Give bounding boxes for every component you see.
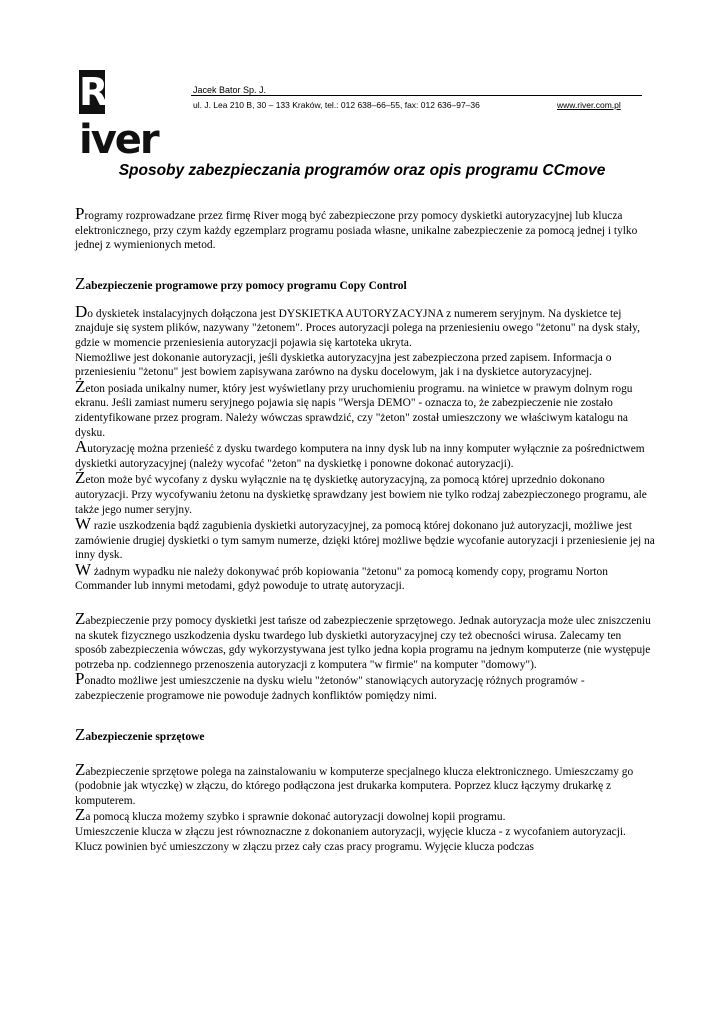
- document-body: [75, 204, 655, 854]
- logo-r-block: R: [79, 70, 107, 114]
- section1-paragraph-3: Autoryzację można przenieść z dysku twardego komputera na inny dysk lub na inny komputer wyłącznie za pośrednictwem dyskietki autoryzacyjnej (należy wycofać "żeton" na dyskietkę i ponowne dokonać autoryzacji).: [75, 437, 645, 470]
- river-logo: [79, 70, 182, 163]
- section2-paragraph-2: Za pomocą klucza możemy szybko i sprawnie dokonać autoryzacji dowolnej kopii programu.: [75, 805, 506, 825]
- company-name: Jacek Bator Sp. J.: [193, 85, 267, 95]
- header-rule: [191, 95, 642, 96]
- section2-paragraph-1: Zabezpieczenie sprzętowe polega na zainstalowaniu w komputerze specjalnego klucza elektronicznego. Umieszczamy go (podobnie jak wtyczkę) w złączu, do którego podłączona jest drukarka komputera. Poprzez klucz łączymy drukarkę z komputerem.: [75, 759, 634, 807]
- intro-paragraph: Programy rozprowadzane przez firmę River mogą być zabezpieczone przy pomocy dyskietki autoryzacyjnej lub klucza elektronicznego, przy czym każdy egzemplarz programu posiada własne, unikalne zabezpieczenie za pomocą jednej i tylko jednej z wymienionych metod.: [75, 204, 638, 252]
- section1-paragraph-1b: Niemożliwe jest dokonanie autoryzacji, jeśli dyskietka autoryzacyjna jest zabezpieczona przed zapisem. Informacja o przeniesieniu "żetonu" jest bowiem zapisywana zarówno na dysku docelowym, jak i na dyskietce autoryzacyjnej.: [75, 351, 612, 379]
- logo-rest-text: iver: [79, 117, 158, 163]
- section1-paragraph-5: W razie uszkodzenia bądź zagubienia dyskietki autoryzacyjnej, za pomocą której dokonano już autoryzacji, możliwe jest zamówienie drugiej dyskietki o tym samym numerze, dzięki której możliwe będzie wycofanie autoryzacji i przeniesienie jej na inny dysk.: [75, 514, 655, 562]
- section-heading-hardware: Zabezpieczenie sprzętowe: [75, 724, 205, 744]
- document-title: Sposoby zabezpieczania programów oraz opis programu CCmove: [118, 162, 606, 179]
- section1-paragraph-4: Żeton może być wycofany z dysku wyłącznie na tę dyskietkę autoryzacyjną, za pomocą której uprzednio dokonano autoryzacji. Przy wycofywaniu żetonu na dyskietkę sprawdzany jest bowiem nie tylko rodzaj zabezpieczonego programu, ale także jego numer seryjny.: [75, 468, 647, 516]
- company-website-link[interactable]: www.river.com.pl: [557, 100, 621, 110]
- section1-paragraph-6: W żadnym wypadku nie należy dokonywać prób kopiowania "żetonu" za pomocą komendy copy, programu Norton Commander lub innymi metodami, gdyż powoduje to utratę autoryzacji.: [75, 559, 608, 593]
- section1-paragraph-7: Zabezpieczenie przy pomocy dyskietki jest tańsze od zabezpieczenie sprzętowego. Jednak autoryzacja może ulec zniszczeniu na skutek fizycznego uszkodzenia dysku twardego lub dyskietki autoryzacyjnej czy też obecności wirusa. Zalecamy ten sposób zabezpieczenia wówczas, gdy wykorzystywana jest tylko jedna kopia programu na jednym komputerze (nie występuje potrzeba np. codziennego przenoszenia autoryzacji z komputera "w firmie" na komputer "domowy").: [75, 609, 651, 671]
- section1-paragraph-8: Ponadto możliwe jest umieszczenie na dysku wielu "żetonów" stanowiących autoryzację różnych programów - zabezpieczenie programowe nie powoduje żadnych konfliktów pomiędzy nimi.: [75, 669, 585, 703]
- company-address: ul. J. Lea 210 B, 30 – 133 Kraków, tel.: 012 638–66–55, fax: 012 636–97–36: [193, 100, 480, 110]
- section1-paragraph-1: Do dyskietek instalacyjnych dołączona jest DYSKIETKA AUTORYZACYJNA z numerem seryjnym. Na dyskietce tej znajduje się system plików, nazywany "żetonem". Proces autoryzacji polega na przeniesieniu owego "żetonu" na dysk stały, gdzie w momencie przeniesienia autoryzacji pojawia się kartoteka ukryta.: [75, 301, 640, 349]
- section-heading-software: Zabezpieczenie programowe przy pomocy programu Copy Control: [75, 273, 407, 293]
- section2-paragraph-2b: Umieszczenie klucza w złączu jest równoznaczne z dokonaniem autoryzacji, wyjęcie klucza - z wycofaniem autoryzacji. Klucz powinien być umieszczony w złączu przez cały czas pracy programu. Wyjęcie klucza podczas: [75, 826, 626, 853]
- section1-paragraph-2: Żeton posiada unikalny numer, który jest wyświetlany przy uruchomieniu programu. na winietce w prawym dolnym rogu ekranu. Jeśli zamiast numeru seryjnego pojawia się napis "Wersja DEMO" - oznacza to, że zabezpieczenie nie zostało zidentyfikowane przez program. Należy wówczas sprawdzić, czy "żeton" został umieszczony we właściwym katalogu na dysku.: [75, 376, 633, 439]
